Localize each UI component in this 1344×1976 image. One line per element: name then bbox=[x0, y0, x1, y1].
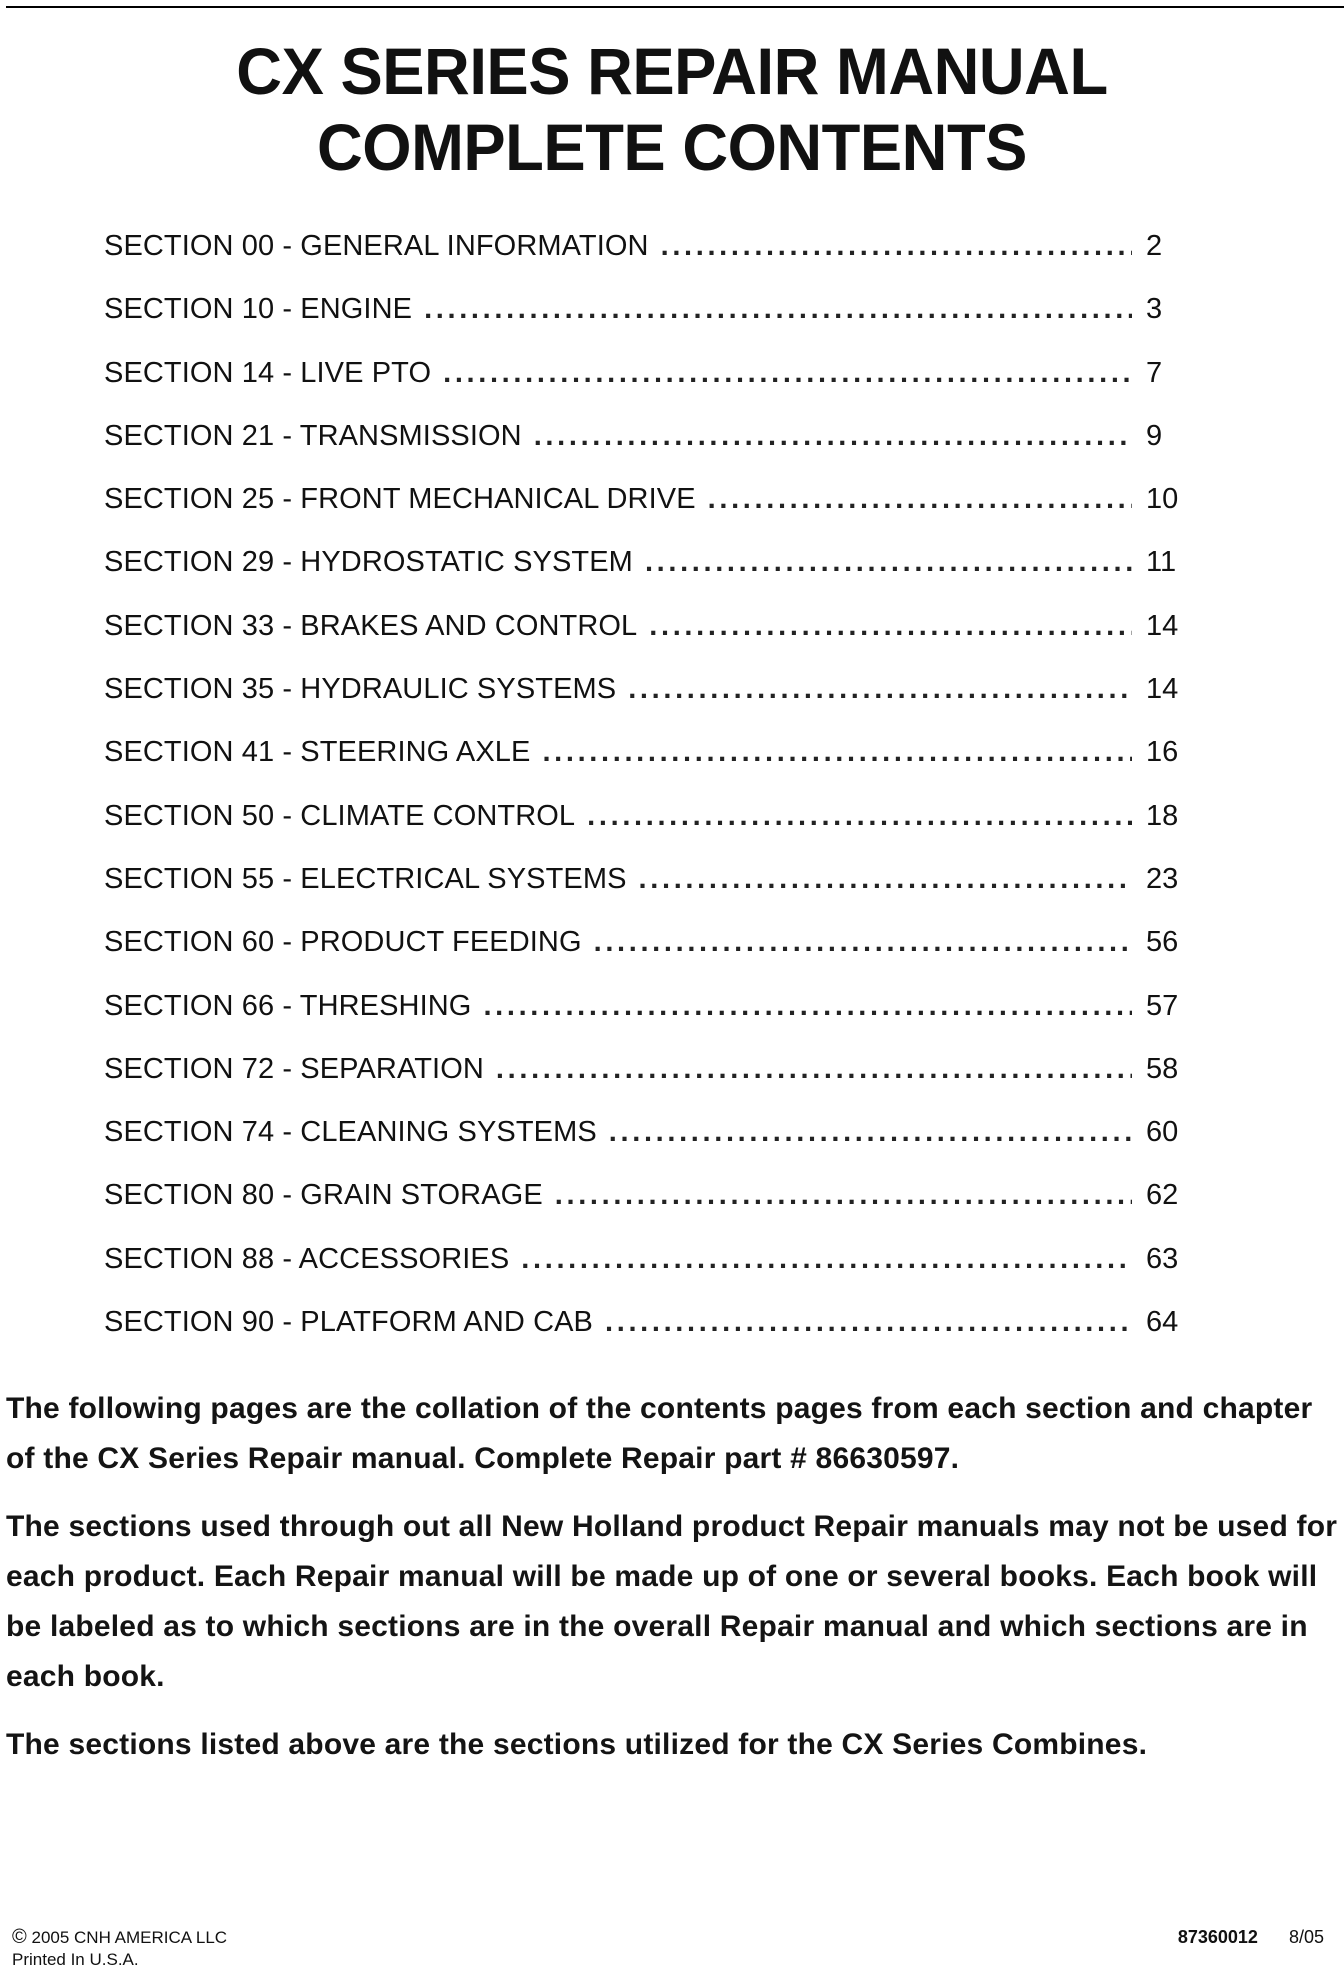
toc-entry bbox=[104, 230, 1200, 293]
toc-entry-page: 60 bbox=[1146, 1116, 1179, 1149]
toc-entry-label: SECTION 74 - CLEANING SYSTEMS bbox=[104, 1116, 597, 1149]
toc-dot-leader bbox=[661, 230, 1132, 263]
sections-utilized-paragraph: The sections listed above are the sections utilized for the CX Series Combines. bbox=[6, 1728, 1148, 1761]
toc-entry-page: 2 bbox=[1146, 230, 1163, 262]
document-date: 8/05 bbox=[1288, 1927, 1324, 1947]
toc-entry-label: SECTION 88 - ACCESSORIES bbox=[104, 1242, 510, 1275]
toc-dot-leader bbox=[555, 1179, 1132, 1212]
toc-entry bbox=[104, 1243, 1200, 1306]
toc-entry bbox=[104, 863, 1200, 926]
toc-entry-page: 62 bbox=[1146, 1179, 1179, 1212]
toc-entry-label: SECTION 29 - HYDROSTATIC SYSTEM bbox=[104, 546, 633, 579]
toc-entry-label: SECTION 66 - THRESHING bbox=[104, 989, 472, 1022]
toc-entry-page: 18 bbox=[1146, 799, 1179, 832]
toc-entry-label: SECTION 10 - ENGINE bbox=[104, 293, 413, 326]
toc-entry bbox=[104, 546, 1200, 609]
toc-entry-page: 16 bbox=[1146, 736, 1179, 769]
toc-entry-label: SECTION 72 - SEPARATION bbox=[104, 1052, 484, 1085]
toc-dot-leader bbox=[542, 736, 1132, 769]
toc-entry bbox=[104, 610, 1200, 673]
toc-entry-label: SECTION 33 - BRAKES AND CONTROL bbox=[104, 609, 638, 642]
document-number: 87360012 bbox=[1177, 1927, 1258, 1947]
page-title-line-2: COMPLETE CONTENTS bbox=[317, 110, 1027, 184]
toc-entry-label: SECTION 35 - HYDRAULIC SYSTEMS bbox=[104, 673, 617, 706]
toc-dot-leader bbox=[708, 483, 1132, 516]
printed-in: Printed In U.S.A. bbox=[12, 1950, 139, 1969]
toc-entry-label: SECTION 25 - FRONT MECHANICAL DRIVE bbox=[104, 483, 696, 516]
toc-entry bbox=[104, 1116, 1200, 1179]
toc-entry bbox=[104, 1053, 1200, 1116]
toc-entry-page: 10 bbox=[1146, 483, 1179, 516]
toc-entry-page: 58 bbox=[1146, 1052, 1179, 1085]
sections-note-paragraph: The sections used through out all New Holland product Repair manuals may not be used for each product. Each Repair manual will be made up of one or several books. Each book will be labeled as to which sections are in the overall Repair manual and which sections are in each book. bbox=[6, 1510, 1338, 1693]
copyright-line bbox=[12, 1926, 227, 1949]
toc-entry-page: 23 bbox=[1146, 862, 1179, 895]
copyright-symbol: © bbox=[12, 1926, 27, 1948]
toc-entry-label: SECTION 14 - LIVE PTO bbox=[104, 356, 432, 389]
toc-entry bbox=[104, 357, 1200, 420]
toc-entry-page: 9 bbox=[1146, 419, 1163, 452]
toc-entry bbox=[104, 800, 1200, 863]
toc-entry bbox=[104, 293, 1200, 356]
toc-entry-label: SECTION 41 - STEERING AXLE bbox=[104, 736, 531, 769]
intro-paragraph: The following pages are the collation of the contents pages from each section and chapter of the CX Series Repair manual. Complete Repair part # 86630597. bbox=[6, 1392, 1313, 1475]
toc-dot-leader bbox=[649, 610, 1132, 643]
toc-entry-page: 56 bbox=[1146, 926, 1179, 959]
toc-entry-page: 11 bbox=[1146, 546, 1177, 579]
toc-dot-leader bbox=[521, 1243, 1132, 1276]
toc-dot-leader bbox=[424, 293, 1132, 326]
toc-entry bbox=[104, 1306, 1200, 1369]
toc-dot-leader bbox=[483, 990, 1132, 1023]
toc-dot-leader bbox=[605, 1306, 1132, 1339]
toc-entry-label: SECTION 50 - CLIMATE CONTROL bbox=[104, 799, 576, 832]
toc-dot-leader bbox=[443, 357, 1132, 390]
toc-entry-page: 3 bbox=[1146, 293, 1163, 326]
toc-dot-leader bbox=[587, 800, 1132, 833]
toc-entry-page: 7 bbox=[1146, 356, 1163, 389]
toc-entry bbox=[104, 673, 1200, 736]
table-of-contents bbox=[104, 230, 1200, 1369]
toc-entry bbox=[104, 483, 1200, 546]
toc-entry-page: 14 bbox=[1146, 673, 1179, 706]
toc-entry bbox=[104, 736, 1200, 799]
toc-entry-label: SECTION 00 - GENERAL INFORMATION bbox=[104, 230, 649, 262]
top-rule bbox=[6, 6, 1344, 8]
toc-entry-page: 64 bbox=[1146, 1306, 1179, 1339]
toc-dot-leader bbox=[594, 926, 1132, 959]
toc-entry-label: SECTION 60 - PRODUCT FEEDING bbox=[104, 926, 582, 959]
toc-entry bbox=[104, 420, 1200, 483]
page-title-line-1: CX SERIES REPAIR MANUAL bbox=[236, 34, 1108, 108]
footer-left bbox=[12, 1926, 227, 1971]
toc-entry-label: SECTION 55 - ELECTRICAL SYSTEMS bbox=[104, 862, 627, 895]
toc-dot-leader bbox=[645, 546, 1132, 579]
toc-entry-page: 14 bbox=[1146, 609, 1179, 642]
toc-entry-label: SECTION 80 - GRAIN STORAGE bbox=[104, 1179, 543, 1212]
toc-dot-leader bbox=[639, 863, 1132, 896]
toc-entry-page: 63 bbox=[1146, 1242, 1179, 1275]
toc-dot-leader bbox=[609, 1116, 1132, 1149]
toc-entry bbox=[104, 1179, 1200, 1242]
toc-entry-page: 57 bbox=[1146, 989, 1179, 1022]
toc-dot-leader bbox=[496, 1053, 1132, 1086]
toc-dot-leader bbox=[534, 420, 1132, 453]
footer-right bbox=[1178, 1926, 1324, 1948]
toc-entry bbox=[104, 926, 1200, 989]
toc-entry bbox=[104, 990, 1200, 1053]
toc-entry-label: SECTION 21 - TRANSMISSION bbox=[104, 419, 522, 452]
toc-dot-leader bbox=[628, 673, 1132, 706]
copyright-text: 2005 CNH AMERICA LLC bbox=[31, 1928, 228, 1947]
toc-entry-label: SECTION 90 - PLATFORM AND CAB bbox=[104, 1306, 594, 1339]
